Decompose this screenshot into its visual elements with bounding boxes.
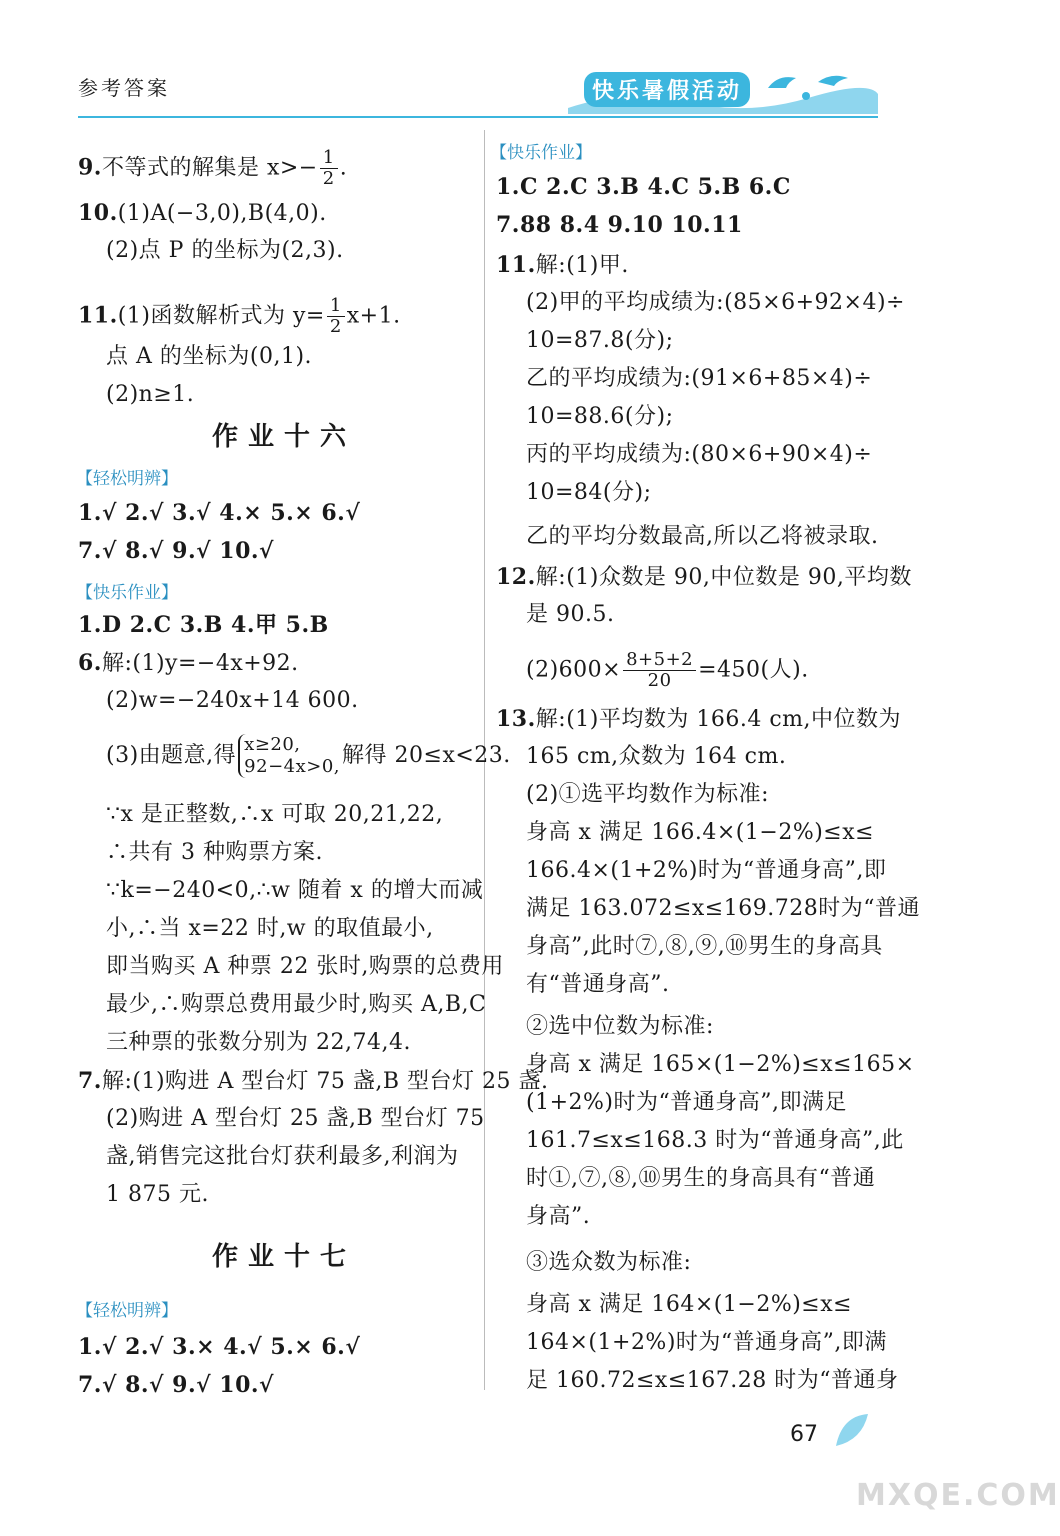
- r-q13-part12: 161.7≤x≤168.3 时为“普通身高”,此: [526, 1128, 904, 1153]
- q6-part4: ∵x 是正整数,∴x 可取 20,21,22,: [106, 802, 444, 827]
- q7-line1: [78, 1066, 549, 1097]
- q6-part6: ∵k=−240<0,∴w 随着 x 的增大而减: [106, 878, 484, 903]
- section-label-happy-right: 【快乐作业】: [490, 143, 592, 163]
- r-q11-part4: 乙的平均成绩为:(91×6+85×4)÷: [526, 366, 873, 391]
- q6-part2: (2)w=−240x+14 600.: [106, 688, 359, 713]
- r-q13-part16: 身高 x 满足 164×(1−2%)≤x≤: [526, 1292, 853, 1317]
- header-left-label: 参考答案: [78, 76, 170, 100]
- page-corner-leaf-icon: [832, 1410, 872, 1454]
- q10-part2: (2)点 P 的坐标为(2,3).: [106, 238, 344, 263]
- r-q11-part5: 10=88.6(分);: [526, 404, 674, 429]
- header-rule: [78, 116, 878, 118]
- q7-part4: 1 875 元.: [106, 1182, 209, 1207]
- q6-line1: [78, 648, 299, 679]
- r-q13-label: 13.: [496, 706, 536, 732]
- q7-part2: (2)购进 A 型台灯 25 盏,B 型台灯 75: [106, 1106, 485, 1131]
- q9-text: 不等式的解集是 x>−: [101, 155, 318, 181]
- r-q13-part18: 足 160.72≤x≤167.28 时为“普通身: [526, 1368, 899, 1393]
- r-q12-part3: [526, 650, 809, 691]
- easy16-row2: 7.√ 8.√ 9.√ 10.√: [78, 538, 274, 564]
- q6-part8: 即当购买 A 种票 22 张时,购票的总费用: [106, 954, 504, 979]
- r-q11-part3: 10=87.8(分);: [526, 328, 674, 353]
- section-label-happy-16: 【快乐作业】: [76, 583, 178, 603]
- q6-part9: 最少,∴购票总费用最少时,购买 A,B,C: [106, 992, 487, 1017]
- r-q13-part9: ②选中位数为标准:: [526, 1014, 714, 1039]
- q11-part1-pre: (1)函数解析式为 y=: [117, 303, 325, 329]
- q11-part1-post: x+1.: [346, 303, 401, 329]
- q9-line: [78, 148, 347, 189]
- r-q13-part3: (2)①选平均数作为标准:: [526, 782, 770, 807]
- r-q13-part8: 有“普通身高”.: [526, 972, 670, 997]
- section-label-easy-16: 【轻松明辨】: [76, 469, 178, 489]
- r-q12-part2: 是 90.5.: [526, 602, 615, 627]
- r-q12-num: 8+5+2: [623, 650, 696, 671]
- r-q11-part7: 10=84(分);: [526, 480, 652, 505]
- q6-part5: ∴共有 3 种购票方案.: [106, 840, 323, 865]
- r-q12-part3-post: =450(人).: [698, 657, 809, 683]
- q10-part1: (1)A(−3,0),B(4,0).: [117, 201, 327, 226]
- q6-part10: 三种票的张数分别为 22,74,4.: [106, 1030, 411, 1055]
- q6-label: 6.: [78, 650, 102, 676]
- q9-label: 9.: [78, 154, 102, 181]
- q11-part2: 点 A 的坐标为(0,1).: [106, 344, 313, 369]
- q11-label: 11.: [78, 302, 118, 329]
- q9-den: 2: [322, 168, 335, 189]
- easy16-row1: 1.√ 2.√ 3.√ 4.× 5.× 6.√: [78, 500, 361, 526]
- r-q13-part5: 166.4×(1+2%)时为“普通身高”,即: [526, 858, 887, 883]
- r-q11-part6: 丙的平均成绩为:(80×6+90×4)÷: [526, 442, 873, 467]
- q11-part3: (2)n≥1.: [106, 382, 195, 407]
- r-q13-part4: 身高 x 满足 166.4×(1−2%)≤x≤: [526, 820, 875, 845]
- q6-part1: 解:(1)y=−4x+92.: [101, 651, 299, 676]
- section-title-16: 作业十六: [212, 422, 357, 452]
- r-q13-part17: 164×(1+2%)时为“普通身高”,即满: [526, 1330, 887, 1355]
- r-q12-label: 12.: [496, 564, 536, 590]
- q7-label: 7.: [78, 1068, 102, 1094]
- r-q11-part8: 乙的平均分数最高,所以乙将被录取.: [526, 524, 879, 549]
- q9-post: .: [339, 155, 348, 181]
- r-q13-line1: [496, 704, 901, 735]
- page-number: 67: [790, 1422, 818, 1447]
- r-q12-den: 20: [647, 670, 672, 691]
- q11-fraction: [327, 296, 345, 337]
- r-q13-part11: (1+2%)时为“普通身高”,即满足: [526, 1090, 847, 1115]
- q7-part3: 盏,销售完这批台灯获利最多,利润为: [106, 1144, 459, 1169]
- happy16-row1: 1.D 2.C 3.B 4.甲 5.B: [78, 612, 329, 638]
- r-q11-part1: 解:(1)甲.: [535, 253, 629, 278]
- q7-part1: 解:(1)购进 A 型台灯 75 盏,B 型台灯 25 盏.: [101, 1069, 549, 1094]
- r-q12-part1: 解:(1)众数是 90,中位数是 90,平均数: [535, 565, 912, 590]
- r-q13-part13: 时①,⑦,⑧,⑩男生的身高具有“普通: [526, 1166, 876, 1191]
- r-q13-part14: 身高”.: [526, 1204, 591, 1229]
- q6-part3-post: 解得 20≤x<23.: [342, 743, 511, 768]
- q9-num: 1: [320, 148, 338, 169]
- q6-system-brace: [238, 734, 340, 778]
- r-q13-part6: 满足 163.072≤x≤169.728时为“普通: [526, 896, 920, 921]
- banner-title: 快乐暑假活动: [584, 72, 750, 107]
- q6-brace-line1: x≥20,: [244, 734, 301, 755]
- r-q13-part10: 身高 x 满足 165×(1−2%)≤x≤165×: [526, 1052, 915, 1077]
- q10-line1: [78, 198, 327, 229]
- r-q13-part2: 165 cm,众数为 164 cm.: [526, 744, 787, 769]
- right-answers-row1: 1.C 2.C 3.B 4.C 5.B 6.C: [496, 174, 791, 200]
- r-q13-part1: 解:(1)平均数为 166.4 cm,中位数为: [535, 707, 902, 732]
- watermark: MXQE.COM: [856, 1478, 1060, 1513]
- q6-part3-pre: (3)由题意,得: [106, 743, 237, 768]
- q11-line1: [78, 296, 401, 337]
- q11-num: 1: [327, 296, 345, 317]
- q10-label: 10.: [78, 200, 118, 226]
- r-q13-part15: ③选众数为标准:: [526, 1250, 692, 1275]
- easy17-row2: 7.√ 8.√ 9.√ 10.√: [78, 1372, 274, 1398]
- q9-fraction: [320, 148, 338, 189]
- q6-part7: 小,∴当 x=22 时,w 的取值最小,: [106, 916, 434, 941]
- r-q13-part7: 身高”,此时⑦,⑧,⑨,⑩男生的身高具: [526, 934, 883, 959]
- section-label-easy-17: 【轻松明辨】: [76, 1301, 178, 1321]
- r-q11-part2: (2)甲的平均成绩为:(85×6+92×4)÷: [526, 290, 905, 315]
- q6-part3: [106, 734, 511, 778]
- r-q12-fraction: [623, 650, 696, 691]
- right-answers-row2: 7.88 8.4 9.10 10.11: [496, 212, 743, 238]
- r-q11-label: 11.: [496, 252, 536, 278]
- header-banner: [568, 68, 878, 114]
- r-q11-line1: [496, 250, 629, 281]
- q11-den: 2: [329, 316, 342, 337]
- q6-brace-line2: 92−4x>0,: [244, 756, 341, 777]
- r-q12-part3-pre: (2)600×: [526, 657, 622, 683]
- r-q12-line1: [496, 562, 912, 593]
- easy17-row1: 1.√ 2.√ 3.× 4.√ 5.× 6.√: [78, 1334, 361, 1360]
- section-title-17: 作业十七: [212, 1242, 357, 1272]
